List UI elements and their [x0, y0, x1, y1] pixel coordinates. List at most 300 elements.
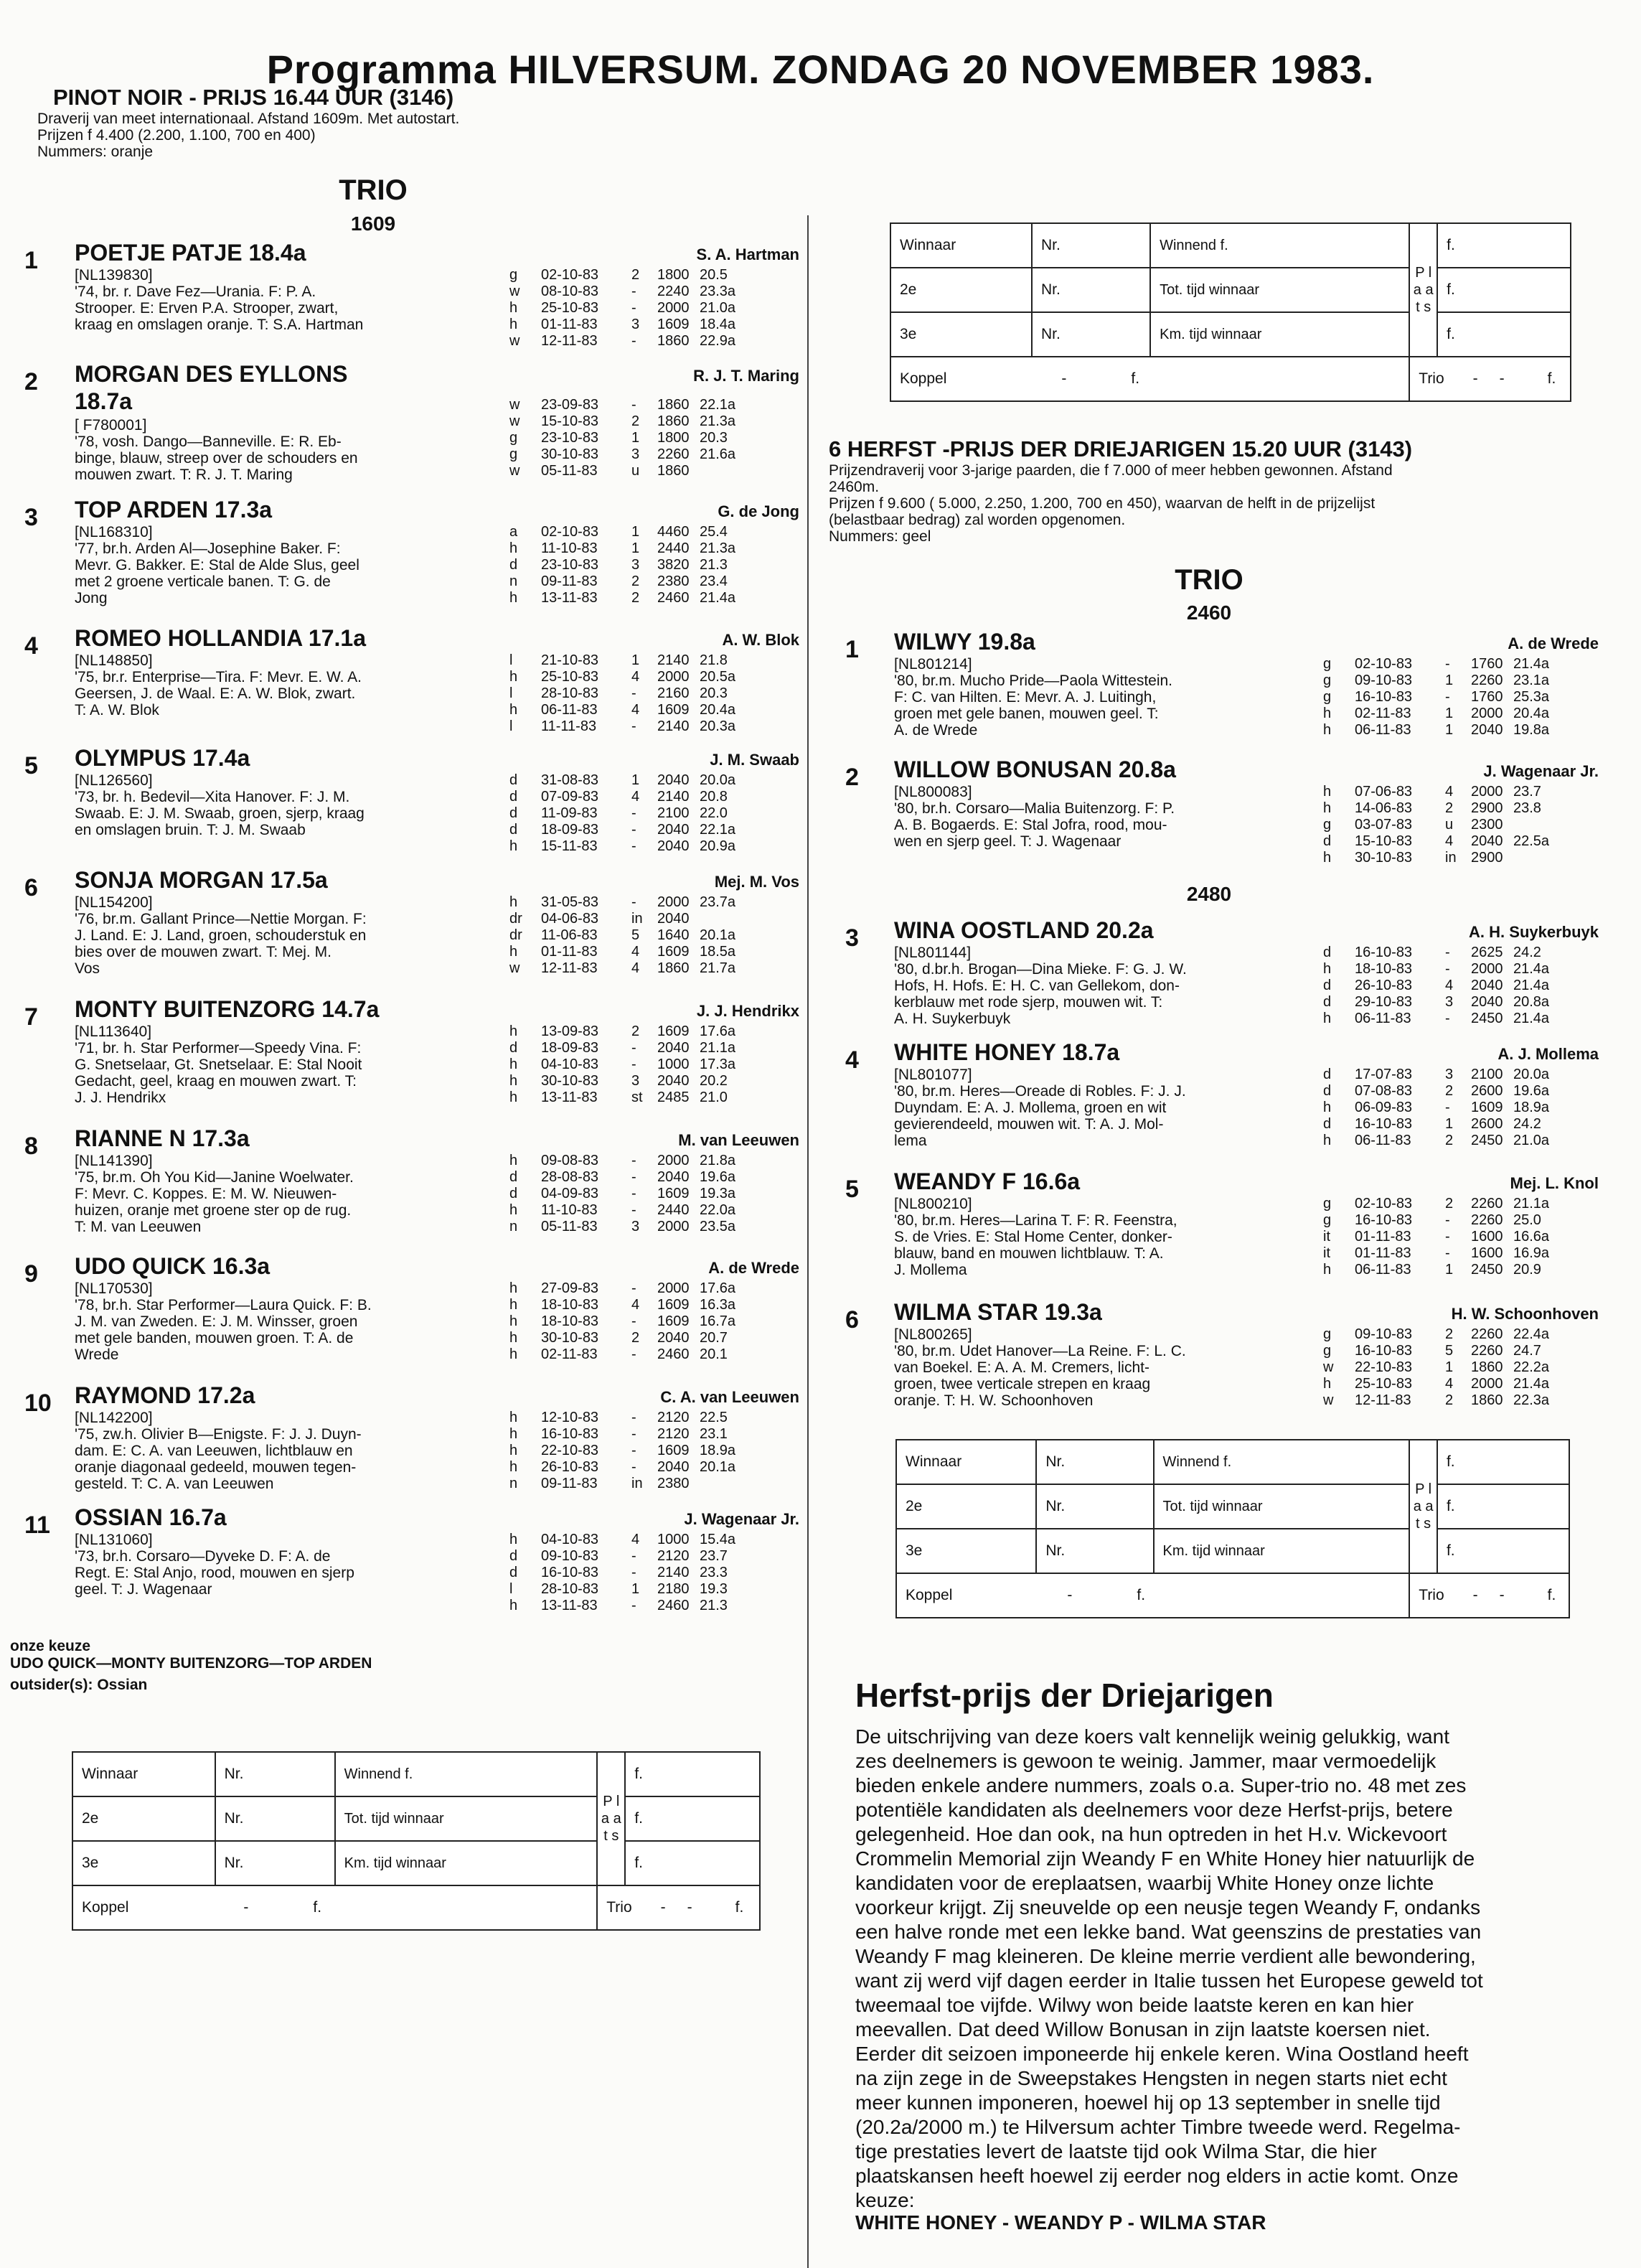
placing: 2: [1445, 800, 1454, 816]
track-code: h: [509, 1090, 518, 1105]
dash: -: [243, 1899, 249, 1916]
horse-info-line: kraag en omslagen oranje. T: S.A. Hartman: [75, 317, 364, 333]
total-time-field[interactable]: Tot. tijd winnaar: [1154, 1484, 1410, 1529]
placing: -: [631, 397, 636, 413]
horse-number: 2: [24, 368, 38, 395]
place-amount-field[interactable]: f.: [1437, 312, 1571, 357]
track-code: h: [1323, 1133, 1332, 1148]
trainer-name: A. H. Suykerbuyk: [1469, 923, 1599, 941]
horse-number: 7: [24, 1003, 38, 1031]
distance: 1600: [1471, 1229, 1503, 1245]
track-code: d: [509, 805, 518, 821]
horse-info-line: [NL126560]: [75, 772, 153, 789]
race-date: 15-11-83: [541, 838, 598, 854]
track-code: d: [509, 772, 518, 788]
track-code: d: [509, 1169, 518, 1185]
placing: 2: [631, 413, 640, 429]
article-line: want zij werd vijf dagen eerder in Italie tussen het Europese geweld tot: [855, 1969, 1483, 1992]
article-line: Eerder dit seizoen imponeerde hij enkele keren. Wina Oostland heeft: [855, 2043, 1469, 2065]
placing: -: [1445, 961, 1450, 977]
track-code: g: [509, 446, 518, 462]
horse-info-line: F: Mevr. C. Koppes. E: M. W. Nieuwen-: [75, 1186, 337, 1202]
horse-info-line: '80, br.m. Mucho Pride—Paola Wittestein.: [894, 673, 1173, 689]
horse-name: WINA OOSTLAND 20.2a: [894, 917, 1154, 943]
time: 23.7: [700, 1548, 728, 1564]
place-amount-field[interactable]: f.: [1437, 1484, 1569, 1529]
distance: 2140: [657, 1565, 690, 1580]
track-code: h: [509, 1297, 518, 1313]
distance: 2040: [657, 822, 690, 838]
distance: 2120: [657, 1548, 690, 1564]
distance: 2450: [1471, 1011, 1503, 1026]
horse-info-line: A. de Wrede: [894, 722, 978, 739]
amount-label: f.: [1547, 370, 1556, 387]
place-amount-field[interactable]: f.: [625, 1796, 760, 1841]
horse-number: 1: [24, 247, 38, 274]
distance: 2140: [657, 652, 690, 668]
placing: 1: [631, 1581, 640, 1597]
track-code: g: [1323, 1326, 1332, 1342]
race-date: 05-11-83: [541, 1219, 598, 1234]
race-date: 09-10-83: [541, 1548, 599, 1564]
winning-amount-field[interactable]: Winnend f.: [1154, 1440, 1410, 1484]
horse-info-line: kerblauw met rode sjerp, mouwen wit. T:: [894, 994, 1163, 1011]
placing: -: [631, 1426, 636, 1442]
track-code: d: [1323, 833, 1332, 849]
track-code: g: [509, 267, 518, 283]
horse-info-line: [NL801077]: [894, 1067, 972, 1083]
time: 24.2: [1513, 945, 1541, 960]
trio-field[interactable]: [1409, 357, 1571, 401]
km-time-field[interactable]: Km. tijd winnaar: [1150, 312, 1409, 357]
place-amount-field[interactable]: f.: [1437, 223, 1571, 268]
placing: 4: [1445, 978, 1454, 993]
track-code: g: [1323, 1212, 1332, 1228]
horse-number: 9: [24, 1260, 38, 1288]
track-code: l: [509, 652, 513, 668]
horse-info: [75, 1410, 519, 1492]
place-amount-field[interactable]: f.: [625, 1841, 760, 1885]
outsider: outsider(s): Ossian: [10, 1677, 148, 1693]
horse-name: WILMA STAR 19.3a: [894, 1299, 1102, 1325]
placing: -: [1445, 656, 1450, 672]
koppel-field[interactable]: [890, 357, 1409, 401]
race-date: 18-09-83: [541, 1040, 599, 1056]
trio-field[interactable]: [597, 1885, 760, 1930]
track-code: h: [509, 1532, 518, 1547]
placing: -: [631, 805, 636, 821]
horse-info-line: geel. T: J. Wagenaar: [75, 1581, 212, 1598]
track-code: w: [1323, 1392, 1334, 1408]
horse-info: [894, 1196, 1296, 1278]
article-line: (20.2a/2000 m.) te Hilversum achter Timbre tweede werd. Regelma-: [855, 2116, 1461, 2138]
race-date: 07-06-83: [1355, 784, 1413, 800]
race-date: 12-11-83: [541, 960, 598, 976]
nr-field[interactable]: Nr.: [215, 1796, 335, 1841]
track-code: n: [509, 1476, 518, 1491]
time: 21.8: [700, 652, 728, 668]
time: 20.1a: [700, 927, 736, 943]
race2-distance: 2480: [1186, 883, 1232, 905]
nr-field[interactable]: Nr.: [215, 1841, 335, 1885]
race-date: 09-10-83: [1355, 673, 1413, 688]
horse-info: [894, 784, 1296, 850]
time: 21.4a: [700, 590, 736, 606]
placing: -: [1445, 1229, 1450, 1245]
time: 22.2a: [1513, 1359, 1550, 1375]
placing: 4: [631, 944, 640, 960]
time: 18.9a: [1513, 1100, 1550, 1115]
horse-info-line: Wrede: [75, 1346, 119, 1363]
race-date: 06-11-83: [1355, 1011, 1411, 1026]
time: 21.0: [700, 1090, 728, 1105]
horse-name: POETJE PATJE 18.4a: [75, 240, 306, 266]
race-date: 01-11-83: [1355, 1245, 1411, 1261]
distance: 1609: [657, 1297, 690, 1313]
track-code: h: [509, 702, 518, 718]
placing: 1: [631, 652, 640, 668]
third-label: 3e: [896, 1529, 1036, 1573]
track-code: h: [509, 1598, 518, 1613]
horse-info-line: '78, br.h. Star Performer—Laura Quick. F: B.: [75, 1297, 372, 1313]
race-date: 21-10-83: [541, 652, 599, 668]
winning-amount-field[interactable]: Winnend f.: [335, 1752, 598, 1796]
article-line: gelegenheid. Hoe dan ook, na hun optreden in het H.v. Wickevoort: [855, 1823, 1447, 1845]
time: 20.2: [700, 1073, 728, 1089]
distance: 2040: [657, 1169, 690, 1185]
nr-field[interactable]: Nr.: [1032, 312, 1150, 357]
total-time-field[interactable]: Tot. tijd winnaar: [335, 1796, 598, 1841]
horse-info-line: Gedacht, geel, kraag en mouwen zwart. T:: [75, 1073, 357, 1090]
race-date: 11-06-83: [541, 927, 598, 943]
track-code: h: [1323, 1100, 1332, 1115]
track-code: h: [1323, 800, 1332, 816]
horse-number: 8: [24, 1133, 38, 1160]
time: 19.6a: [700, 1169, 736, 1185]
race-date: 13-11-83: [541, 590, 598, 606]
track-code: w: [509, 463, 520, 479]
placing: -: [631, 1459, 636, 1475]
race-date: 26-10-83: [541, 1459, 599, 1475]
horse-info-line: Strooper. E: Erven P.A. Strooper, zwart,: [75, 300, 339, 317]
distance: 2140: [657, 718, 690, 734]
time: 20.5: [700, 267, 728, 283]
third-label: 3e: [890, 312, 1032, 357]
race-date: 04-06-83: [541, 911, 599, 927]
place-amount-field[interactable]: f.: [1437, 1529, 1569, 1573]
race-date: 07-08-83: [1355, 1083, 1413, 1099]
nr-field[interactable]: Nr.: [1036, 1440, 1153, 1484]
distance: 2625: [1471, 945, 1503, 960]
race-date: 11-11-83: [541, 718, 597, 734]
race1-pick: [10, 1638, 372, 1694]
track-code: w: [509, 284, 520, 299]
time: 24.7: [1513, 1343, 1541, 1359]
placing: 4: [631, 1297, 640, 1313]
placing: 1: [631, 540, 640, 556]
time: 22.0a: [700, 1202, 736, 1218]
distance: 2160: [657, 685, 690, 701]
time: 21.7a: [700, 960, 736, 976]
placing: 2: [1445, 1133, 1454, 1148]
track-code: it: [1323, 1245, 1330, 1261]
placing: u: [631, 463, 640, 479]
horse-name: OLYMPUS 17.4a: [75, 745, 250, 771]
placing: in: [1445, 850, 1457, 866]
horse-info-line: '73, br.h. Corsaro—Dyveke D. F: A. de: [75, 1548, 331, 1565]
winning-amount-field[interactable]: Winnend f.: [1150, 223, 1409, 268]
time: 20.7: [700, 1330, 728, 1346]
race-date: 06-11-83: [1355, 1262, 1411, 1278]
horse-info-line: T: A. W. Blok: [75, 702, 159, 718]
placing: 2: [631, 1023, 640, 1039]
race1-desc-line: Nummers: oranje: [37, 144, 154, 160]
distance: 2440: [657, 540, 690, 556]
trainer-name: M. van Leeuwen: [678, 1131, 799, 1149]
race-date: 01-11-83: [541, 317, 598, 332]
nr-field[interactable]: Nr.: [1036, 1529, 1153, 1573]
horse-info-line: [NL801214]: [894, 656, 972, 673]
article-line: meer kunnen imponeren, hoewel hij op 13 september in snelle tijd: [855, 2091, 1441, 2114]
track-code: it: [1323, 1229, 1330, 1245]
placing: 2: [631, 1330, 640, 1346]
km-time-field[interactable]: Km. tijd winnaar: [335, 1841, 598, 1885]
track-code: h: [509, 1346, 518, 1362]
horse-name: OSSIAN 16.7a: [75, 1504, 227, 1530]
distance: 2450: [1471, 1133, 1503, 1148]
amount-label: f.: [313, 1899, 322, 1916]
placing: -: [631, 1056, 636, 1072]
placing: -: [631, 1313, 636, 1329]
horse-info-line: Geersen, J. de Waal. E: A. W. Blok, zwart.: [75, 685, 356, 702]
place-amount-field[interactable]: f.: [625, 1752, 760, 1796]
bet-form: [895, 1439, 1570, 1618]
horse-info-line: Regt. E: Stal Anjo, rood, mouwen en sjerp: [75, 1565, 354, 1581]
place-amount-field[interactable]: f.: [1437, 268, 1571, 312]
placing: 3: [631, 317, 640, 332]
race1-trio-label: TRIO: [339, 174, 408, 206]
nr-field[interactable]: Nr.: [215, 1752, 335, 1796]
track-code: h: [509, 1073, 518, 1089]
distance: 1860: [657, 463, 690, 479]
horse-info-line: '80, br.h. Corsaro—Malia Buitenzorg. F: P.: [894, 800, 1175, 817]
time: 21.0a: [1513, 1133, 1550, 1148]
horse-name: UDO QUICK 16.3a: [75, 1253, 271, 1279]
horse-info-line: '75, br.m. Oh You Kid—Janine Woelwater.: [75, 1169, 354, 1186]
km-time-field[interactable]: Km. tijd winnaar: [1154, 1529, 1410, 1573]
race-date: 11-09-83: [541, 805, 598, 821]
placing: -: [1445, 1100, 1450, 1115]
horse-info-line: blauw, band en mouwen lichtblauw. T: A.: [894, 1245, 1164, 1262]
horse-info-line: oranje. T: H. W. Schoonhoven: [894, 1392, 1094, 1409]
time: 16.6a: [1513, 1229, 1550, 1245]
horse-info-line: '76, br.m. Gallant Prince—Nettie Morgan. F:: [75, 911, 367, 927]
koppel-field[interactable]: [72, 1885, 597, 1930]
horse-number: 6: [24, 874, 38, 901]
placing: -: [631, 1410, 636, 1425]
race-date: 15-10-83: [541, 413, 599, 429]
trainer-name: A. J. Mollema: [1497, 1045, 1599, 1063]
track-code: h: [509, 540, 518, 556]
trainer-name: J. M. Swaab: [710, 751, 799, 769]
nr-field[interactable]: Nr.: [1032, 268, 1150, 312]
placing: -: [631, 1202, 636, 1218]
article-line: tige prestaties levert de laatste tijd ook Wilma Star, die hier: [855, 2140, 1377, 2162]
distance: 2240: [657, 284, 690, 299]
time: 20.5a: [700, 669, 736, 685]
distance: 2040: [1471, 994, 1503, 1010]
race-date: 02-10-83: [541, 267, 599, 283]
plaats-label: P l a a t s: [1409, 1440, 1437, 1573]
placing: 3: [631, 557, 640, 573]
time: 17.6a: [700, 1280, 736, 1296]
track-code: h: [1323, 850, 1332, 866]
distance: 2260: [1471, 673, 1503, 688]
article-line: potentiële kandidaten als deelnemers voor deze Herfst-prijs, betere: [855, 1799, 1453, 1821]
placing: -: [631, 1186, 636, 1201]
placing: 4: [631, 960, 640, 976]
horse-number: 2: [845, 764, 859, 791]
track-code: d: [1323, 978, 1332, 993]
time: 24.2: [1513, 1116, 1541, 1132]
distance: 2600: [1471, 1083, 1503, 1099]
time: 18.4a: [700, 317, 736, 332]
placing: -: [631, 685, 636, 701]
distance: 1800: [657, 267, 690, 283]
nr-field[interactable]: Nr.: [1036, 1484, 1153, 1529]
horse-name: TOP ARDEN 17.3a: [75, 497, 273, 523]
horse-number: 10: [24, 1390, 52, 1417]
dash: -: [1499, 1587, 1505, 1603]
track-code: d: [1323, 1116, 1332, 1132]
horse-info: [75, 894, 519, 977]
horse-info: [75, 1023, 519, 1106]
distance: 2040: [657, 1040, 690, 1056]
place-amount-field[interactable]: f.: [1437, 1440, 1569, 1484]
time: 25.0: [1513, 1212, 1541, 1228]
time: 16.3a: [700, 1297, 736, 1313]
distance: 1609: [657, 702, 690, 718]
bet-form: [890, 222, 1571, 402]
placing: 1: [1445, 706, 1454, 721]
nr-field[interactable]: Nr.: [1032, 223, 1150, 268]
horse-info-line: groen, twee verticale strepen en kraag: [894, 1376, 1151, 1392]
horse-name: WILWY 19.8a: [894, 629, 1035, 655]
horse-number: 5: [845, 1176, 859, 1203]
horse-name: MONTY BUITENZORG 14.7a: [75, 996, 380, 1022]
race-date: 15-10-83: [1355, 833, 1413, 849]
time: 21.3a: [700, 413, 736, 429]
time: 22.5: [700, 1410, 728, 1425]
race-date: 12-11-83: [541, 333, 598, 349]
plaats-label: P l a a t s: [1409, 223, 1437, 357]
distance: 1609: [657, 1186, 690, 1201]
time: 21.4a: [1513, 978, 1550, 993]
horse-name: ROMEO HOLLANDIA 17.1a: [75, 625, 366, 651]
placing: -: [1445, 945, 1450, 960]
horse-name: RIANNE N 17.3a: [75, 1125, 250, 1151]
distance: 2040: [1471, 978, 1503, 993]
time: 17.6a: [700, 1023, 736, 1039]
second-label: 2e: [896, 1484, 1036, 1529]
trainer-name: G. de Jong: [718, 502, 799, 520]
race-date: 06-11-83: [1355, 722, 1411, 738]
track-code: d: [1323, 945, 1332, 960]
distance: 1609: [657, 1443, 690, 1458]
horse-info-line: F: C. van Hilten. E: Mevr. A. J. Luitingh,: [894, 689, 1157, 706]
track-code: g: [1323, 817, 1332, 833]
placing: 4: [1445, 1376, 1454, 1392]
trainer-name: J. Wagenaar Jr.: [684, 1510, 799, 1528]
distance: 2040: [657, 1330, 690, 1346]
horse-info: [75, 772, 519, 838]
time: 22.1a: [700, 397, 736, 413]
race-date: 30-10-83: [541, 446, 599, 462]
horse-info: [75, 1153, 519, 1235]
race2-desc-line: Prijzen f 9.600 ( 5.000, 2.250, 1.200, 700 en 450), waarvan de helft in de prijzelijst: [829, 495, 1376, 512]
horse-info: [75, 524, 519, 606]
distance: 1640: [657, 927, 690, 943]
race-date: 04-10-83: [541, 1056, 599, 1072]
distance: 2000: [1471, 961, 1503, 977]
horse-number: 4: [24, 632, 38, 660]
race-date: 02-11-83: [1355, 706, 1411, 721]
total-time-field[interactable]: Tot. tijd winnaar: [1150, 268, 1409, 312]
race-date: 22-10-83: [541, 1443, 599, 1458]
race2-distance: 2460: [1186, 601, 1232, 624]
koppel-label: Koppel: [900, 370, 947, 387]
article-line: De uitschrijving van deze koers valt kennelijk weinig gelukkig, want: [855, 1725, 1449, 1748]
article-line: voorkeur krijgt. Zij sneuvelde op een neusje tegen Weandy F, ondanks: [855, 1896, 1481, 1918]
horse-info-line: [NL139830]: [75, 267, 153, 284]
race-date: 23-09-83: [541, 397, 599, 413]
distance: 2000: [1471, 706, 1503, 721]
trio-field[interactable]: [1409, 1573, 1569, 1618]
race-date: 16-10-83: [1355, 945, 1413, 960]
placing: 1: [1445, 1116, 1454, 1132]
track-code: w: [509, 397, 520, 413]
dash: -: [660, 1899, 666, 1916]
race-date: 12-10-83: [541, 1410, 599, 1425]
trainer-name: Mej. M. Vos: [714, 873, 799, 891]
horse-info-line: Mevr. G. Bakker. E: Stal de Alde Slus, geel: [75, 557, 359, 573]
article-title: Herfst-prijs der Driejarigen: [855, 1677, 1274, 1714]
horse-name: SONJA MORGAN 17.5a: [75, 867, 328, 893]
placing: 2: [1445, 1196, 1454, 1212]
track-code: h: [509, 300, 518, 316]
distance: 2000: [657, 300, 690, 316]
time: 17.3a: [700, 1056, 736, 1072]
race-date: 11-10-83: [541, 540, 598, 556]
track-code: h: [509, 1202, 518, 1218]
horse-number: 3: [24, 504, 38, 531]
race-date: 16-10-83: [541, 1565, 599, 1580]
third-label: 3e: [72, 1841, 215, 1885]
koppel-field[interactable]: [896, 1573, 1409, 1618]
winner-label: Winnaar: [896, 1440, 1036, 1484]
race2-desc-line: 2460m.: [829, 479, 880, 495]
time: 22.4a: [1513, 1326, 1550, 1342]
track-code: h: [1323, 706, 1332, 721]
race-date: 16-10-83: [1355, 1116, 1413, 1132]
horse-info-line: [NL113640]: [75, 1023, 152, 1040]
race-date: 07-09-83: [541, 789, 599, 805]
race-date: 01-11-83: [541, 944, 598, 960]
article-line: Weandy F mag kleineren. De kleine merrie verdient alle bewondering,: [855, 1945, 1476, 1967]
time: 22.9a: [700, 333, 736, 349]
horse-info: [894, 1067, 1296, 1149]
time: 21.4a: [1513, 961, 1550, 977]
